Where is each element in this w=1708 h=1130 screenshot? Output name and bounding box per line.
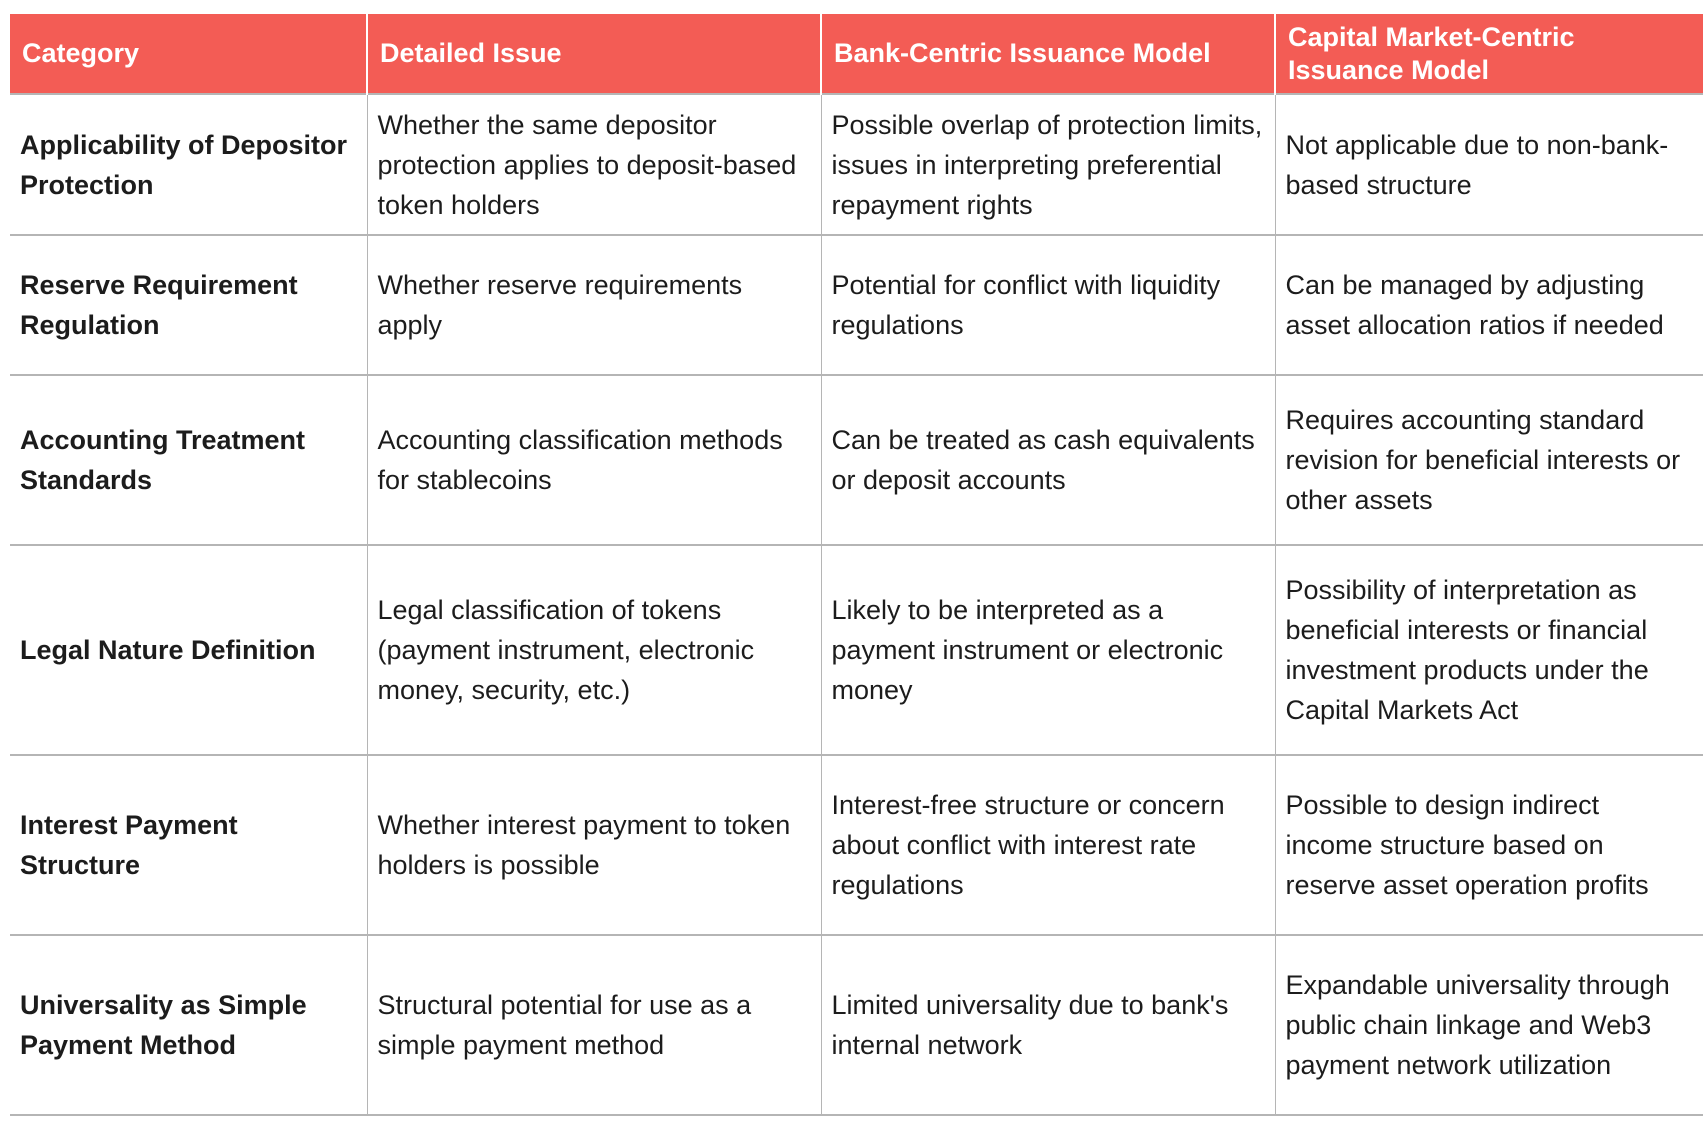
cell-detailed-issue: Accounting classification methods for stablecoins — [367, 375, 821, 545]
header-category: Category — [10, 14, 367, 94]
table-body — [10, 94, 1703, 1115]
comparison-table — [10, 14, 1703, 1116]
cell-capital-market-centric: Can be managed by adjusting asset allocation ratios if needed — [1275, 235, 1703, 375]
cell-capital-market-centric: Requires accounting standard revision for beneficial interests or other assets — [1275, 375, 1703, 545]
cell-capital-market-centric: Possibility of interpretation as beneficial interests or financial investment products under the Capital Markets Act — [1275, 545, 1703, 755]
header-bank-centric-model: Bank-Centric Issuance Model — [821, 14, 1275, 94]
cell-detailed-issue: Whether the same depositor protection applies to deposit-based token holders — [367, 94, 821, 235]
table-row — [10, 375, 1703, 545]
header-capital-market-centric-model: Capital Market-Centric Issuance Model — [1275, 14, 1703, 94]
cell-detailed-issue: Whether interest payment to token holders is possible — [367, 755, 821, 935]
cell-detailed-issue: Whether reserve requirements apply — [367, 235, 821, 375]
cell-capital-market-centric: Possible to design indirect income structure based on reserve asset operation profits — [1275, 755, 1703, 935]
header-detailed-issue: Detailed Issue — [367, 14, 821, 94]
cell-category: Accounting Treatment Standards — [10, 375, 367, 545]
table-row — [10, 235, 1703, 375]
cell-capital-market-centric: Not applicable due to non-bank-based structure — [1275, 94, 1703, 235]
cell-bank-centric: Likely to be interpreted as a payment instrument or electronic money — [821, 545, 1275, 755]
table-row — [10, 94, 1703, 235]
cell-bank-centric: Potential for conflict with liquidity regulations — [821, 235, 1275, 375]
cell-bank-centric: Interest-free structure or concern about conflict with interest rate regulations — [821, 755, 1275, 935]
table-row — [10, 755, 1703, 935]
table-row — [10, 545, 1703, 755]
cell-category: Interest Payment Structure — [10, 755, 367, 935]
table-header — [10, 14, 1703, 94]
cell-capital-market-centric: Expandable universality through public chain linkage and Web3 payment network utilization — [1275, 935, 1703, 1115]
comparison-page — [10, 14, 1703, 1116]
cell-category: Legal Nature Definition — [10, 545, 367, 755]
cell-category: Universality as Simple Payment Method — [10, 935, 367, 1115]
cell-bank-centric: Limited universality due to bank's internal network — [821, 935, 1275, 1115]
cell-category: Reserve Requirement Regulation — [10, 235, 367, 375]
cell-detailed-issue: Structural potential for use as a simple payment method — [367, 935, 821, 1115]
table-row — [10, 935, 1703, 1115]
header-row — [10, 14, 1703, 94]
cell-bank-centric: Possible overlap of protection limits, issues in interpreting preferential repayment rights — [821, 94, 1275, 235]
cell-bank-centric: Can be treated as cash equivalents or deposit accounts — [821, 375, 1275, 545]
cell-detailed-issue: Legal classification of tokens (payment instrument, electronic money, security, etc.) — [367, 545, 821, 755]
cell-category: Applicability of Depositor Protection — [10, 94, 367, 235]
